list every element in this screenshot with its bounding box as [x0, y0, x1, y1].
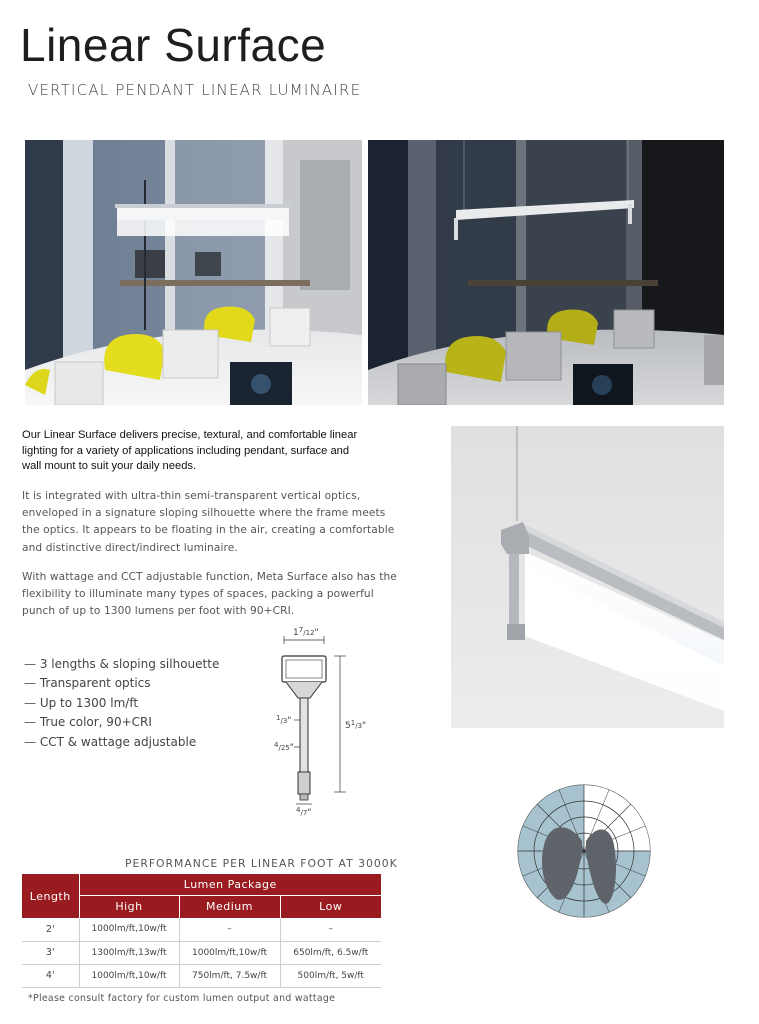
- medium-cell: 1000lm/ft,10w/ft: [179, 941, 280, 964]
- low-cell: –: [280, 918, 381, 941]
- high-cell: 1000lm/ft,10w/ft: [79, 918, 179, 941]
- fixture-closeup-photo: [451, 426, 724, 728]
- feature-item: — True color, 90+CRI: [24, 713, 219, 732]
- medium-cell: 750lm/ft, 7.5w/ft: [179, 964, 280, 987]
- length-cell: 3': [22, 941, 79, 964]
- base-dimension-label: $^4_/$7": [296, 806, 312, 817]
- flexibility-paragraph: With wattage and CCT adjustable function, Meta Surface also has the flexibility to illuminate many types of spaces, packing a powerful punch of up to 1300 lumens per foot with 90+CRI.: [22, 571, 397, 618]
- optic-dimension-label: $^1_/$3": [276, 714, 292, 726]
- length-cell: 4': [22, 964, 79, 987]
- high-cell: 1300lm/ft,13w/ft: [79, 941, 179, 964]
- performance-table-title: PERFORMANCE PER LINEAR FOOT AT 3000K: [125, 857, 398, 870]
- low-cell: 650lm/ft, 6.5w/ft: [280, 941, 381, 964]
- width-dimension-label: $1^7_/12$": [293, 626, 319, 638]
- table-row: [22, 918, 381, 941]
- feature-item: — 3 lengths & sloping silhouette: [24, 655, 219, 674]
- height-dimension-label: $5^1_/3$": [345, 719, 367, 731]
- intro-paragraph: Our Linear Surface delivers precise, textural, and comfortable linear lighting for a variety of applications including pendant, surface and wall mount to suit your daily needs.: [22, 429, 358, 473]
- low-column-header: Low: [280, 895, 381, 918]
- office-photo-night: [368, 140, 724, 405]
- office-photo-day: [25, 140, 362, 405]
- high-column-header: High: [79, 895, 179, 918]
- medium-column-header: Medium: [179, 895, 280, 918]
- stem-dimension-label: $^4_/$25": [274, 741, 294, 753]
- page-title: Linear Surface: [20, 19, 327, 71]
- length-cell: 2': [22, 918, 79, 941]
- high-cell: 1000lm/ft,10w/ft: [79, 964, 179, 987]
- feature-item: — CCT & wattage adjustable: [24, 733, 219, 752]
- table-row: [22, 964, 381, 987]
- page-subtitle: VERTICAL PENDANT LINEAR LUMINAIRE: [28, 81, 362, 99]
- optics-paragraph: It is integrated with ultra-thin semi-transparent vertical optics, enveloped in a signature sloping silhouette where the frame meets the optics. It appears to be floating in the air, creating a comfortable and distinctive direct/indirect luminaire.: [22, 490, 395, 554]
- feature-item: — Transparent optics: [24, 674, 219, 693]
- feature-item: — Up to 1300 lm/ft: [24, 694, 219, 713]
- polar-distribution-diagram: [516, 783, 652, 919]
- table-row: [22, 941, 381, 964]
- performance-table: [22, 874, 381, 988]
- lumen-package-header: Lumen Package: [79, 874, 381, 895]
- feature-list: [24, 655, 219, 752]
- low-cell: 500lm/ft, 5w/ft: [280, 964, 381, 987]
- medium-cell: –: [179, 918, 280, 941]
- profile-dimension-drawing: [260, 622, 370, 817]
- footnote: *Please consult factory for custom lumen output and wattage: [28, 993, 336, 1004]
- length-column-header: Length: [22, 874, 79, 918]
